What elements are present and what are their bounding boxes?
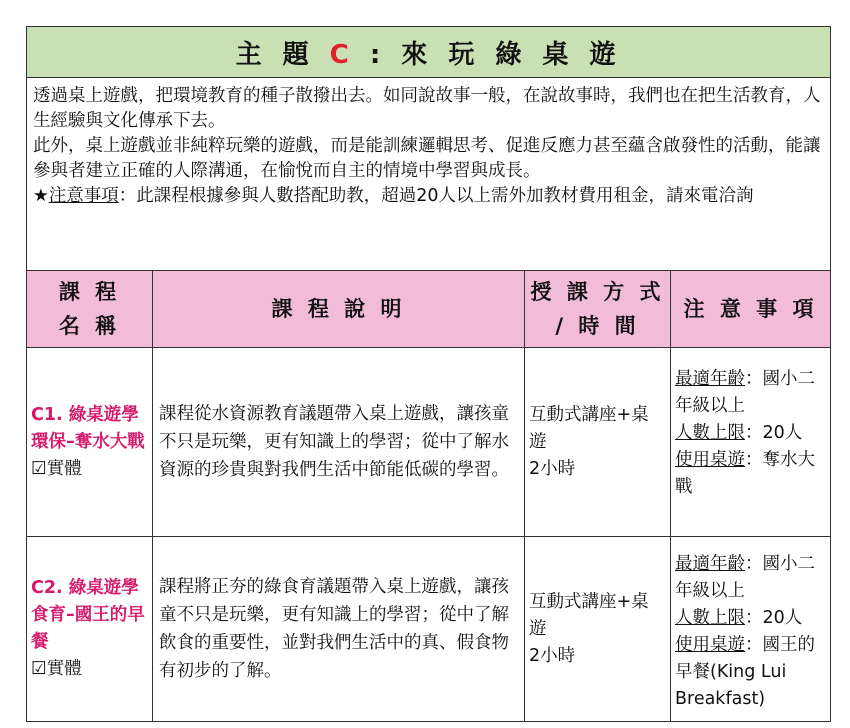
course-format: 互動式講座+桌遊 — [529, 404, 649, 452]
course-table — [26, 26, 831, 722]
star-icon: ★ — [33, 186, 49, 206]
header-description: 課 程 說 明 — [153, 271, 525, 348]
course-title: C2. 綠桌遊學食育–國王的早餐 — [31, 578, 145, 652]
table-row — [27, 348, 831, 537]
game-value: ：國王的早餐(King Lui Breakfast) — [675, 635, 815, 709]
intro-note-label: 注意事項 — [48, 186, 119, 206]
header-course-name — [27, 271, 153, 348]
title-suffix: : 來 玩 綠 桌 遊 — [354, 39, 622, 70]
course-duration: 2小時 — [529, 458, 576, 479]
header-format — [525, 271, 671, 348]
intro-paragraph-2: 此外，桌上遊戲並非純粹玩樂的遊戲，而是能訓練邏輯思考、促進反應力甚至蘊含啟發性的活動，能讓參與者建立正確的人際溝通，在愉悅而自主的情境中學習與成長。 — [33, 136, 821, 181]
header-format-line1: 授 課 方 式 — [530, 280, 665, 304]
title-prefix: 主 題 — [235, 39, 330, 70]
table-row — [27, 537, 831, 722]
header-format-line2: / 時 間 — [555, 314, 640, 338]
intro-paragraph-1: 透過桌上遊戲，把環境教育的種子散撥出去。如同說故事一般，在說故事時，我們也在把生活教育，人生經驗與文化傳承下去。 — [33, 86, 821, 131]
table-header-row — [27, 271, 831, 348]
course-sheet — [26, 26, 830, 722]
game-value: ：奪水大戰 — [675, 450, 815, 497]
age-label: 最適年齡 — [675, 554, 745, 574]
intro-note-text: ：此課程根據參與人數搭配助教，超過20人以上需外加教材費用租金，請來電洽詢 — [118, 186, 754, 206]
course-format: 互動式講座+桌遊 — [529, 591, 649, 639]
game-label: 使用桌遊 — [675, 450, 745, 470]
course-format-cell — [525, 348, 671, 537]
course-notes-cell — [671, 348, 831, 537]
intro-note — [33, 184, 824, 209]
course-description: 課程將正夯的綠食育議題帶入桌上遊戲，讓孩童不只是玩樂，更有知識上的學習；從中了解飲食的重要性，並對我們生活中的真、假食物有初步的了解。 — [153, 537, 525, 722]
game-label: 使用桌遊 — [675, 635, 745, 655]
course-name-cell — [27, 537, 153, 722]
header-course-name-line1: 課 程 — [58, 280, 121, 304]
course-title: C1. 綠桌遊學環保–奪水大戰 — [31, 404, 145, 452]
age-value: ：國小二年級以上 — [675, 554, 815, 601]
title-accent: C — [329, 39, 355, 70]
limit-label: 人數上限 — [675, 608, 745, 628]
limit-value: ：20人 — [745, 423, 803, 443]
course-duration: 2小時 — [529, 645, 576, 666]
intro-block — [27, 78, 831, 271]
course-format-cell — [525, 537, 671, 722]
limit-value: ：20人 — [745, 608, 803, 628]
limit-label: 人數上限 — [675, 423, 745, 443]
course-notes-cell — [671, 537, 831, 722]
course-name-cell — [27, 348, 153, 537]
course-description: 課程從水資源教育議題帶入桌上遊戲，讓孩童不只是玩樂，更有知識上的學習；從中了解水資源的珍貴與對我們生活中節能低碳的學習。 — [153, 348, 525, 537]
age-value: ：國小二年級以上 — [675, 369, 815, 416]
course-type: ☑實體 — [31, 458, 82, 479]
age-label: 最適年齡 — [675, 369, 745, 389]
header-notes: 注 意 事 項 — [671, 271, 831, 348]
header-course-name-line2: 名 稱 — [58, 314, 121, 338]
page-title — [27, 27, 831, 78]
course-type: ☑實體 — [31, 659, 82, 679]
